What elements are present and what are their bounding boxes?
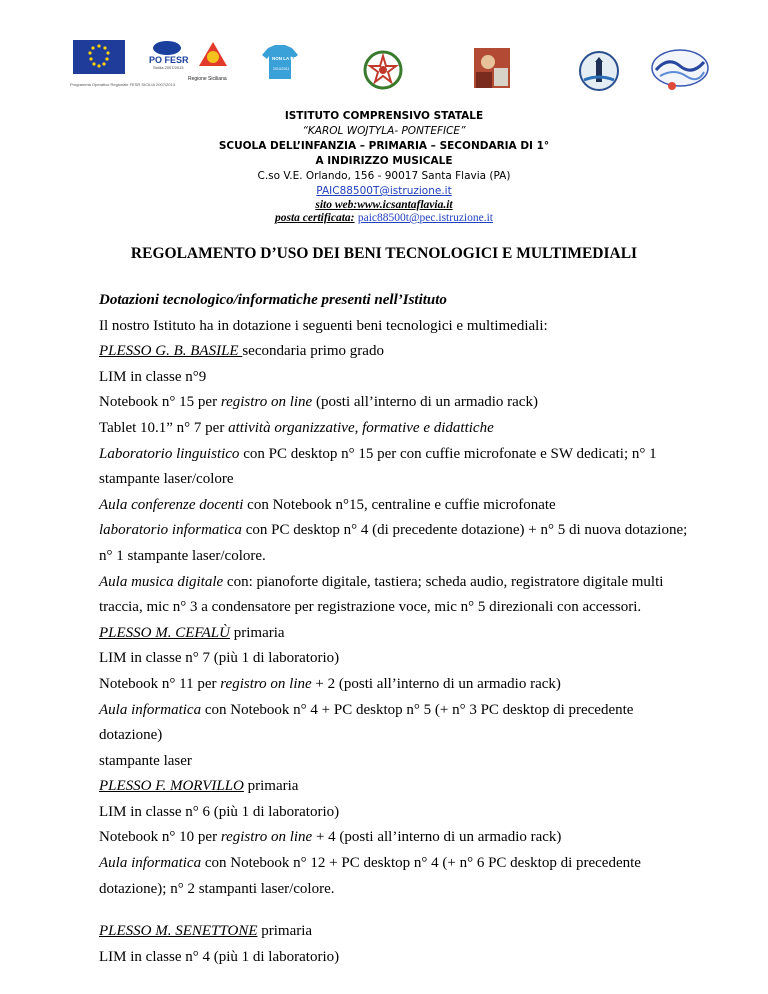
cefalu-notebook: Notebook n° 11 per registro on line + 2 (posti all’interno di un armadio rack) [99,675,561,692]
cefalu-lim: LIM in classe n° 7 (più 1 di laboratorio) [99,650,340,667]
po-fesr-logo [145,40,190,75]
school-address: C.so V.E. Orlando, 156 - 90017 Santa Flavia (PA) [257,170,511,182]
morvillo-notebook: Notebook n° 10 per registro on line + 4 (posti all’interno di un armadio rack) [99,829,562,846]
svg-text:2010/2011: 2010/2011 [273,67,290,71]
eu-caption: Programma Operativo Regionale FESR SICILIA 2007/2013 [70,82,175,87]
photo-logo [474,48,510,93]
school-dedication: “KAROL WOJTYLA- PONTEFICE” [302,125,466,137]
basile-lim: LIM in classe n°9 [99,368,207,385]
basile-aula-musica-cont: traccia, mic n° 3 a condensatore per registrazione voce, mic n° 5 direzionali con accessori. [99,599,642,616]
plesso-senettone-heading: PLESSO M. SENETTONE primaria [99,923,313,940]
basile-aula-musica: Aula musica digitale con: pianoforte digitale, tastiera; scheda audio, registratore digitale multi [99,573,664,590]
intro-text: Il nostro Istituto ha in dotazione i seguenti beni tecnologici e multimediali: [99,317,548,334]
document-title: REGOLAMENTO D’USO DEI BENI TECNOLOGICI E MULTIMEDIALI [130,245,638,262]
senettone-lim: LIM in classe n° 4 (più 1 di laboratorio) [99,948,340,965]
morvillo-aula-informatica: Aula informatica con Notebook n° 12 + PC desktop n° 4 (+ n° 6 PC desktop di precedente [99,855,641,872]
cefalu-aula-informatica-cont: stampante laser [99,752,192,769]
basile-lab-linguistico: Laboratorio linguistico con PC desktop n° 15 per con cuffie microfonate e SW dedicati; n° 1 [99,445,657,462]
cefalu-aula-informatica: Aula informatica con Notebook n° 4 + PC desktop n° 5 (+ n° 3 PC desktop di precedente dotazione) [99,701,634,744]
lighthouse-logo [578,50,620,97]
eu-flag-logo [73,40,125,79]
svg-text:Sicilia 2007/2013: Sicilia 2007/2013 [153,65,184,70]
basile-notebook: Notebook n° 15 per registro on line (posti all’interno di un armadio rack) [99,394,538,411]
document-body [99,288,699,970]
school-name: ISTITUTO COMPRENSIVO STATALE [284,110,484,122]
basile-lab-linguistico-cont: stampante laser/colore [99,471,234,488]
school-music: A INDIRIZZO MUSICALE [315,155,453,167]
basile-lab-informatica-cont: n° 1 stampante laser/colore. [99,547,266,564]
spacer [99,902,699,919]
basile-tablet: Tablet 10.1” n° 7 per attività organizzative, formative e didattiche [99,419,494,436]
school-email-link[interactable]: PAIC88500T@istruzione.it [316,185,452,197]
logo-bar [70,40,710,90]
section-heading: Dotazioni tecnologico/informatiche presenti nell’Istituto [99,292,447,308]
basile-aula-conferenze: Aula conferenze docenti con Notebook n°15, centraline e cuffie microfonate [99,496,556,513]
wave-logo [650,46,710,97]
italian-republic-emblem [363,50,403,95]
morvillo-aula-informatica-cont: dotazione); n° 2 stampanti laser/colore. [99,880,335,897]
svg-text:PO FESR: PO FESR [149,55,189,65]
morvillo-lim: LIM in classe n° 6 (più 1 di laboratorio) [99,803,340,820]
plesso-cefalu-heading: PLESSO M. CEFALÙ primaria [99,624,285,641]
school-website-link[interactable]: sito web:www.icsantaflavia.it [315,199,453,211]
svg-text:NON LA BEVO: NON LA BEVO [272,56,300,61]
regione-siciliana-label: Regione Siciliana [188,76,227,82]
plesso-basile-heading: PLESSO G. B. BASILE secondaria primo grado [99,343,384,360]
basile-lab-informatica: laboratorio informatica con PC desktop n° 4 (di precedente dotazione) + n° 5 di nuova dotazione; [99,522,688,539]
school-pec[interactable]: posta certificata: paic88500t@pec.istruzione.it [274,212,493,224]
school-levels: SCUOLA DELL’INFANZIA – PRIMARIA – SECONDARIA DI 1° [218,140,550,152]
plesso-morvillo-heading: PLESSO F. MORVILLO primaria [99,778,299,795]
regione-siciliana-logo [196,40,230,79]
tshirt-logo [260,42,300,87]
